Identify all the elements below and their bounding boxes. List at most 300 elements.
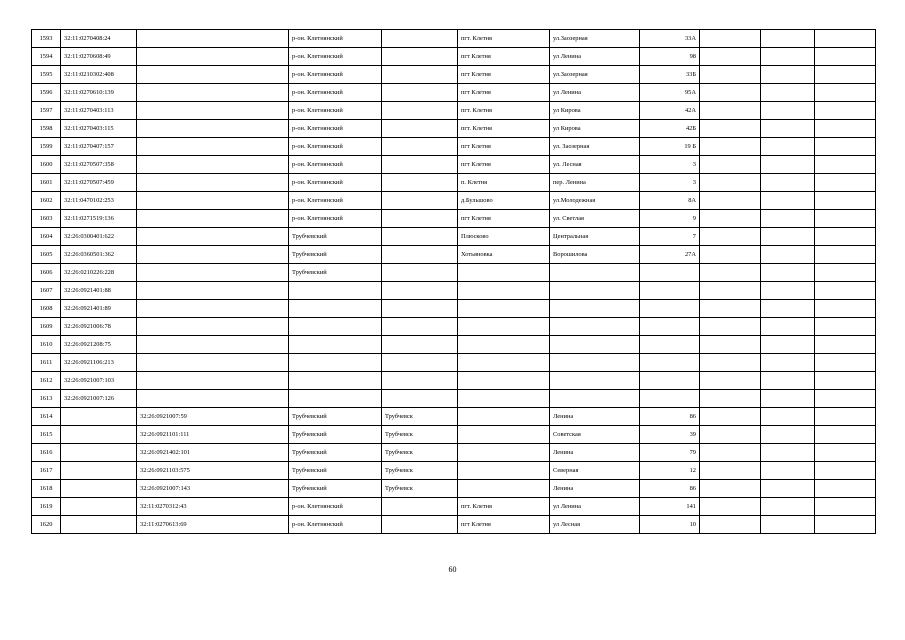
cell-extra-col-3 [815,390,876,408]
cell-extra-col-2 [761,228,815,246]
cell-cadastral-number-a: 32:26:0210226:228 [61,264,137,282]
cell-cadastral-number-a [61,426,137,444]
cell-city: Трубчевск [382,408,458,426]
cell-street: ул Кирова [550,102,640,120]
cell-district: р-он. Клетнянский [289,30,382,48]
cell-street: ул. Светлая [550,210,640,228]
cell-street [550,318,640,336]
cell-settlement [458,264,550,282]
cell-extra-col-1 [700,354,761,372]
cell-extra-col-3 [815,66,876,84]
cell-extra-col-2 [761,426,815,444]
cell-settlement: пгт Клетня [458,66,550,84]
cell-cadastral-number-b [137,138,289,156]
cell-settlement [458,336,550,354]
cell-house-number: 12 [640,462,700,480]
cell-street [550,300,640,318]
cell-extra-col-1 [700,156,761,174]
cell-city [382,48,458,66]
cell-extra-col-1 [700,174,761,192]
cell-city [382,300,458,318]
cell-row-number: 1611 [32,354,61,372]
cell-row-number: 1619 [32,498,61,516]
cell-settlement [458,480,550,498]
table-row [32,48,876,66]
cell-row-number: 1620 [32,516,61,534]
cell-cadastral-number-b: 32:26:0921007:143 [137,480,289,498]
cell-district: р-он. Клетнянский [289,174,382,192]
cell-house-number: 42Б [640,120,700,138]
cell-district: р-он. Клетнянский [289,498,382,516]
cell-extra-col-1 [700,102,761,120]
cell-street: Ворошилова [550,246,640,264]
cell-row-number: 1605 [32,246,61,264]
cell-cadastral-number-a: 32:26:0921007:126 [61,390,137,408]
cell-city [382,336,458,354]
cell-city [382,264,458,282]
table-row [32,138,876,156]
cell-extra-col-1 [700,246,761,264]
cell-row-number: 1606 [32,264,61,282]
cell-district [289,390,382,408]
cell-city: Трубчевск [382,426,458,444]
cell-city [382,390,458,408]
cell-cadastral-number-b [137,84,289,102]
cell-row-number: 1607 [32,282,61,300]
cell-row-number: 1604 [32,228,61,246]
cell-extra-col-3 [815,174,876,192]
cell-cadastral-number-a: 32:11:0210302:408 [61,66,137,84]
cell-cadastral-number-a: 32:11:0271519:136 [61,210,137,228]
table-row [32,102,876,120]
cell-district: Трубчевский [289,264,382,282]
cell-street [550,372,640,390]
cell-extra-col-2 [761,516,815,534]
cell-settlement: пгт Клетня [458,138,550,156]
cell-district: р-он. Клетнянский [289,516,382,534]
cell-cadastral-number-a: 32:11:0270407:157 [61,138,137,156]
table-row [32,66,876,84]
cell-street: ул.Молодежная [550,192,640,210]
cell-extra-col-1 [700,264,761,282]
cell-extra-col-2 [761,354,815,372]
cell-street [550,282,640,300]
cell-house-number: 33А [640,30,700,48]
cell-street: ул.Заозерная [550,66,640,84]
table-row [32,246,876,264]
cell-street: ул Ленина [550,498,640,516]
cell-cadastral-number-a: 32:11:0270408:24 [61,30,137,48]
cell-settlement [458,354,550,372]
cell-extra-col-2 [761,318,815,336]
cell-street: Ленина [550,444,640,462]
cell-city [382,228,458,246]
cell-house-number: 98 [640,48,700,66]
cell-extra-col-3 [815,336,876,354]
cell-district: Трубчевский [289,444,382,462]
cell-city [382,30,458,48]
cell-city [382,192,458,210]
cell-extra-col-2 [761,372,815,390]
cell-extra-col-3 [815,408,876,426]
cell-city [382,210,458,228]
cell-city [382,120,458,138]
cell-extra-col-3 [815,480,876,498]
cell-settlement: Хотьяновка [458,246,550,264]
cell-district: р-он. Клетнянский [289,48,382,66]
cell-cadastral-number-b: 32:26:0921103:575 [137,462,289,480]
cell-extra-col-2 [761,48,815,66]
cell-extra-col-2 [761,444,815,462]
cell-extra-col-3 [815,138,876,156]
cell-house-number: 9 [640,210,700,228]
cell-district: р-он. Клетнянский [289,156,382,174]
cell-house-number: 141 [640,498,700,516]
cell-city [382,84,458,102]
cell-extra-col-3 [815,228,876,246]
cell-city [382,66,458,84]
cell-street: пер. Ленина [550,174,640,192]
cell-extra-col-3 [815,282,876,300]
cell-city [382,372,458,390]
cell-cadastral-number-a [61,516,137,534]
cell-extra-col-3 [815,120,876,138]
cell-cadastral-number-a: 32:26:0360501:362 [61,246,137,264]
cell-settlement [458,390,550,408]
table-row [32,264,876,282]
table-row [32,462,876,480]
cell-street: Северная [550,462,640,480]
cell-cadastral-number-b [137,372,289,390]
cell-row-number: 1600 [32,156,61,174]
cell-cadastral-number-b [137,336,289,354]
cell-extra-col-3 [815,498,876,516]
cell-settlement [458,372,550,390]
cell-extra-col-1 [700,426,761,444]
table-row [32,228,876,246]
cell-district [289,336,382,354]
cell-settlement: пгт. Клетня [458,30,550,48]
cell-district: р-он. Клетнянский [289,66,382,84]
cell-house-number [640,336,700,354]
cell-extra-col-3 [815,210,876,228]
cell-cadastral-number-a: 32:26:0921006:78 [61,318,137,336]
cell-cadastral-number-b: 32:26:0921101:111 [137,426,289,444]
cell-extra-col-1 [700,210,761,228]
cell-extra-col-1 [700,318,761,336]
cell-extra-col-2 [761,102,815,120]
cell-city [382,156,458,174]
cell-extra-col-1 [700,336,761,354]
register-table [31,29,876,534]
cell-house-number [640,282,700,300]
cell-settlement [458,426,550,444]
cell-extra-col-2 [761,30,815,48]
cell-cadastral-number-a: 32:11:0270507:358 [61,156,137,174]
table-row [32,480,876,498]
cell-extra-col-3 [815,192,876,210]
cell-cadastral-number-b [137,246,289,264]
cell-cadastral-number-b: 32:11:0270312:43 [137,498,289,516]
cell-street [550,390,640,408]
cell-street [550,336,640,354]
cell-cadastral-number-b [137,66,289,84]
cell-cadastral-number-b [137,354,289,372]
cell-city [382,246,458,264]
cell-cadastral-number-b [137,318,289,336]
cell-house-number [640,354,700,372]
cell-settlement: Плюсково [458,228,550,246]
cell-extra-col-3 [815,354,876,372]
cell-district [289,282,382,300]
cell-settlement: пгт. Клетня [458,102,550,120]
cell-extra-col-3 [815,516,876,534]
cell-extra-col-2 [761,246,815,264]
cell-row-number: 1615 [32,426,61,444]
cell-cadastral-number-b [137,120,289,138]
table-row [32,282,876,300]
cell-row-number: 1595 [32,66,61,84]
table-row [32,498,876,516]
cell-street: Советская [550,426,640,444]
cell-cadastral-number-a: 32:11:0270403:115 [61,120,137,138]
cell-settlement [458,408,550,426]
cell-house-number: 10 [640,516,700,534]
cell-extra-col-3 [815,48,876,66]
register-table-container [31,29,876,534]
cell-extra-col-3 [815,318,876,336]
cell-row-number: 1613 [32,390,61,408]
table-row [32,300,876,318]
cell-settlement: пгт Клетня [458,156,550,174]
cell-house-number: 19 Б [640,138,700,156]
cell-street: ул. Лесная [550,156,640,174]
cell-extra-col-2 [761,138,815,156]
cell-cadastral-number-b [137,390,289,408]
cell-house-number: 33Б [640,66,700,84]
cell-cadastral-number-a: 32:26:0921401:89 [61,300,137,318]
cell-street: ул. Заозерная [550,138,640,156]
cell-extra-col-1 [700,192,761,210]
cell-city [382,498,458,516]
cell-cadastral-number-a: 32:11:0270403:113 [61,102,137,120]
cell-settlement [458,282,550,300]
cell-house-number: 3 [640,174,700,192]
cell-row-number: 1610 [32,336,61,354]
cell-extra-col-3 [815,30,876,48]
cell-house-number: 86 [640,408,700,426]
cell-row-number: 1594 [32,48,61,66]
cell-extra-col-1 [700,84,761,102]
cell-extra-col-3 [815,426,876,444]
cell-cadastral-number-b: 32:26:0921402:101 [137,444,289,462]
cell-city [382,318,458,336]
cell-extra-col-1 [700,282,761,300]
cell-cadastral-number-a: 32:11:0270610:139 [61,84,137,102]
table-row [32,426,876,444]
cell-cadastral-number-b [137,102,289,120]
cell-extra-col-2 [761,264,815,282]
cell-cadastral-number-b [137,192,289,210]
table-row [32,408,876,426]
cell-cadastral-number-b [137,156,289,174]
cell-street: ул.Заозерная [550,30,640,48]
cell-extra-col-1 [700,516,761,534]
cell-house-number: 42А [640,102,700,120]
cell-extra-col-2 [761,192,815,210]
cell-settlement: д.Бульшово [458,192,550,210]
cell-extra-col-2 [761,462,815,480]
cell-settlement [458,462,550,480]
cell-extra-col-1 [700,300,761,318]
cell-cadastral-number-b [137,210,289,228]
cell-row-number: 1618 [32,480,61,498]
cell-district: р-он. Клетнянский [289,102,382,120]
cell-row-number: 1593 [32,30,61,48]
table-row [32,390,876,408]
cell-street: Центральная [550,228,640,246]
cell-street: Ленина [550,480,640,498]
cell-extra-col-1 [700,228,761,246]
cell-extra-col-3 [815,444,876,462]
cell-row-number: 1599 [32,138,61,156]
cell-extra-col-2 [761,300,815,318]
cell-extra-col-2 [761,120,815,138]
cell-city [382,282,458,300]
cell-row-number: 1603 [32,210,61,228]
cell-extra-col-2 [761,84,815,102]
cell-cadastral-number-a [61,480,137,498]
cell-extra-col-1 [700,390,761,408]
cell-extra-col-2 [761,408,815,426]
cell-extra-col-3 [815,372,876,390]
cell-extra-col-1 [700,480,761,498]
cell-city: Трубчевск [382,462,458,480]
cell-district: Трубчевский [289,462,382,480]
cell-cadastral-number-a [61,408,137,426]
cell-district: Трубчевский [289,408,382,426]
cell-settlement: п. Клетня [458,174,550,192]
table-row [32,174,876,192]
cell-cadastral-number-b [137,48,289,66]
cell-row-number: 1596 [32,84,61,102]
cell-cadastral-number-b [137,282,289,300]
cell-cadastral-number-a: 32:11:0470102:253 [61,192,137,210]
cell-city: Трубчевск [382,444,458,462]
cell-house-number: 79 [640,444,700,462]
cell-extra-col-2 [761,498,815,516]
cell-district: Трубчевский [289,228,382,246]
cell-row-number: 1612 [32,372,61,390]
cell-district: р-он. Клетнянский [289,138,382,156]
cell-settlement: пгт Клетня [458,516,550,534]
cell-district [289,300,382,318]
cell-cadastral-number-a: 32:26:0921208:75 [61,336,137,354]
table-row [32,192,876,210]
cell-house-number [640,318,700,336]
cell-street: ул Ленина [550,48,640,66]
cell-row-number: 1597 [32,102,61,120]
cell-row-number: 1608 [32,300,61,318]
cell-extra-col-2 [761,282,815,300]
cell-row-number: 1602 [32,192,61,210]
table-row [32,516,876,534]
cell-district [289,354,382,372]
cell-row-number: 1598 [32,120,61,138]
table-row [32,120,876,138]
cell-house-number: 3 [640,156,700,174]
table-row [32,84,876,102]
cell-settlement: пгт. Клетня [458,120,550,138]
cell-cadastral-number-b [137,228,289,246]
cell-extra-col-2 [761,336,815,354]
cell-city [382,354,458,372]
cell-street: Ленина [550,408,640,426]
cell-cadastral-number-b [137,264,289,282]
table-row [32,336,876,354]
cell-house-number: 86 [640,480,700,498]
cell-extra-col-2 [761,210,815,228]
cell-row-number: 1617 [32,462,61,480]
cell-district: р-он. Клетнянский [289,210,382,228]
cell-city [382,102,458,120]
cell-extra-col-2 [761,156,815,174]
cell-district: р-он. Клетнянский [289,84,382,102]
cell-extra-col-2 [761,174,815,192]
cell-extra-col-3 [815,462,876,480]
cell-extra-col-1 [700,372,761,390]
cell-street: ул Ленина [550,84,640,102]
cell-extra-col-2 [761,66,815,84]
cell-cadastral-number-a [61,498,137,516]
cell-district [289,318,382,336]
cell-cadastral-number-b: 32:26:0921007:59 [137,408,289,426]
cell-district: р-он. Клетнянский [289,192,382,210]
table-row [32,30,876,48]
page-number: 60 [448,565,457,574]
table-row [32,156,876,174]
table-row [32,372,876,390]
cell-district: Трубчевский [289,480,382,498]
cell-district: Трубчевский [289,246,382,264]
table-row [32,318,876,336]
cell-settlement [458,300,550,318]
cell-settlement: пгт Клетня [458,48,550,66]
cell-street [550,354,640,372]
table-row [32,210,876,228]
cell-row-number: 1616 [32,444,61,462]
cell-cadastral-number-a: 32:26:0300401:622 [61,228,137,246]
cell-house-number [640,264,700,282]
cell-city [382,174,458,192]
cell-extra-col-3 [815,102,876,120]
cell-district: Трубчевский [289,426,382,444]
cell-extra-col-1 [700,120,761,138]
cell-extra-col-3 [815,156,876,174]
cell-cadastral-number-a: 32:11:0270507:459 [61,174,137,192]
cell-extra-col-2 [761,390,815,408]
cell-row-number: 1601 [32,174,61,192]
cell-cadastral-number-a: 32:26:0921106:213 [61,354,137,372]
cell-city [382,138,458,156]
cell-cadastral-number-b: 32:11:0270613:69 [137,516,289,534]
cell-extra-col-1 [700,138,761,156]
cell-house-number [640,372,700,390]
cell-cadastral-number-a: 32:26:0921007:103 [61,372,137,390]
cell-street: ул Лесная [550,516,640,534]
cell-cadastral-number-b [137,30,289,48]
cell-cadastral-number-a: 32:26:0921401:88 [61,282,137,300]
